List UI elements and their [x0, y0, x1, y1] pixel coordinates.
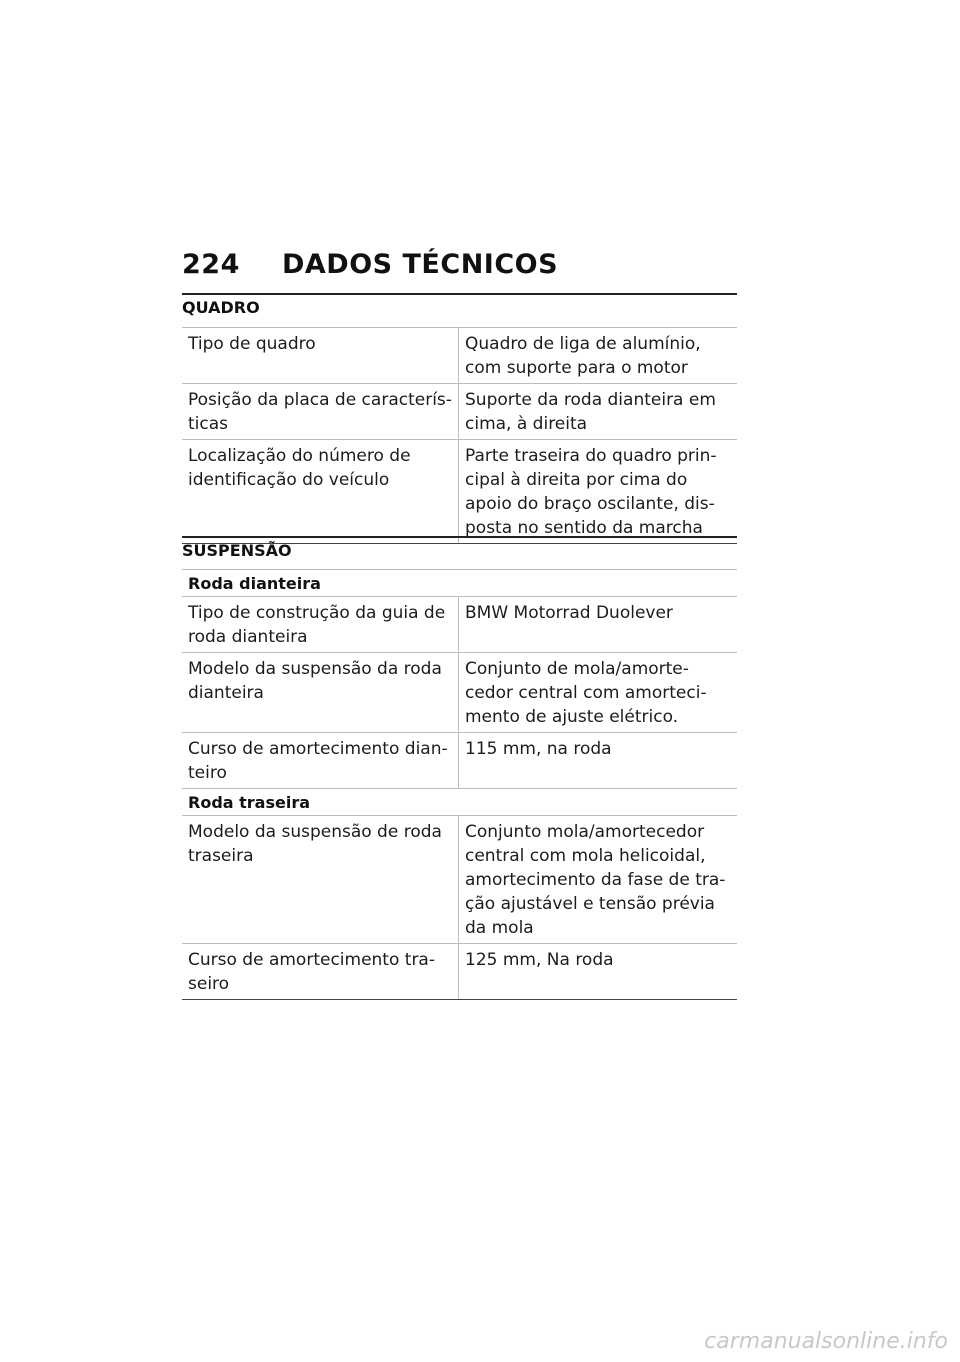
table-row	[182, 384, 737, 440]
row-value: Parte traseira do quadro prin- cipal à direita por cima do apoio do braço oscilante, dis- posta no sentido da marcha	[465, 446, 717, 538]
row-label: Localização do número de identificação do veículo	[182, 440, 459, 543]
row-label: Tipo de construção da guia de roda dianteira	[182, 597, 459, 652]
table-row	[182, 328, 737, 384]
subheading-rear-wheel: Roda traseira	[182, 789, 737, 816]
page-number: 224	[182, 248, 240, 280]
table-row	[182, 440, 737, 544]
row-value: Suporte da roda dianteira em cima, à direita	[465, 390, 716, 434]
row-label: Posição da placa de caracterís- ticas	[182, 384, 459, 439]
row-value: Quadro de liga de alumínio, com suporte para o motor	[465, 334, 701, 378]
row-value: 115 mm, na roda	[465, 739, 612, 759]
row-label: Modelo da suspensão da roda dianteira	[182, 653, 459, 732]
row-value: BMW Motorrad Duolever	[465, 603, 673, 623]
section-title-suspensao: SUSPENSÃO	[182, 541, 292, 560]
row-label: Curso de amortecimento dian- teiro	[182, 733, 459, 788]
table-row	[182, 816, 737, 944]
suspensao-table	[182, 569, 737, 1000]
watermark: carmanualsonline.info	[704, 1329, 948, 1354]
row-label: Curso de amortecimento tra- seiro	[182, 944, 459, 999]
section-divider	[182, 536, 737, 538]
row-label: Modelo da suspensão de roda traseira	[182, 816, 459, 943]
table-row	[182, 733, 737, 789]
row-value: Conjunto de mola/amorte- cedor central com amorteci- mento de ajuste elétrico.	[465, 659, 707, 727]
table-row	[182, 653, 737, 733]
page-header	[182, 244, 558, 284]
section-divider	[182, 293, 737, 295]
row-value: Conjunto mola/amortecedor central com mola helicoidal, amortecimento da fase de tra- ção ajustável e tensão prévia da mola	[465, 822, 726, 938]
page-title: DADOS TÉCNICOS	[282, 248, 559, 280]
section-title-quadro: QUADRO	[182, 298, 260, 317]
row-value: 125 mm, Na roda	[465, 950, 614, 970]
table-row	[182, 944, 737, 1000]
row-label: Tipo de quadro	[182, 328, 459, 383]
table-row	[182, 597, 737, 653]
subheading-front-wheel: Roda dianteira	[182, 570, 737, 597]
quadro-table	[182, 327, 737, 544]
